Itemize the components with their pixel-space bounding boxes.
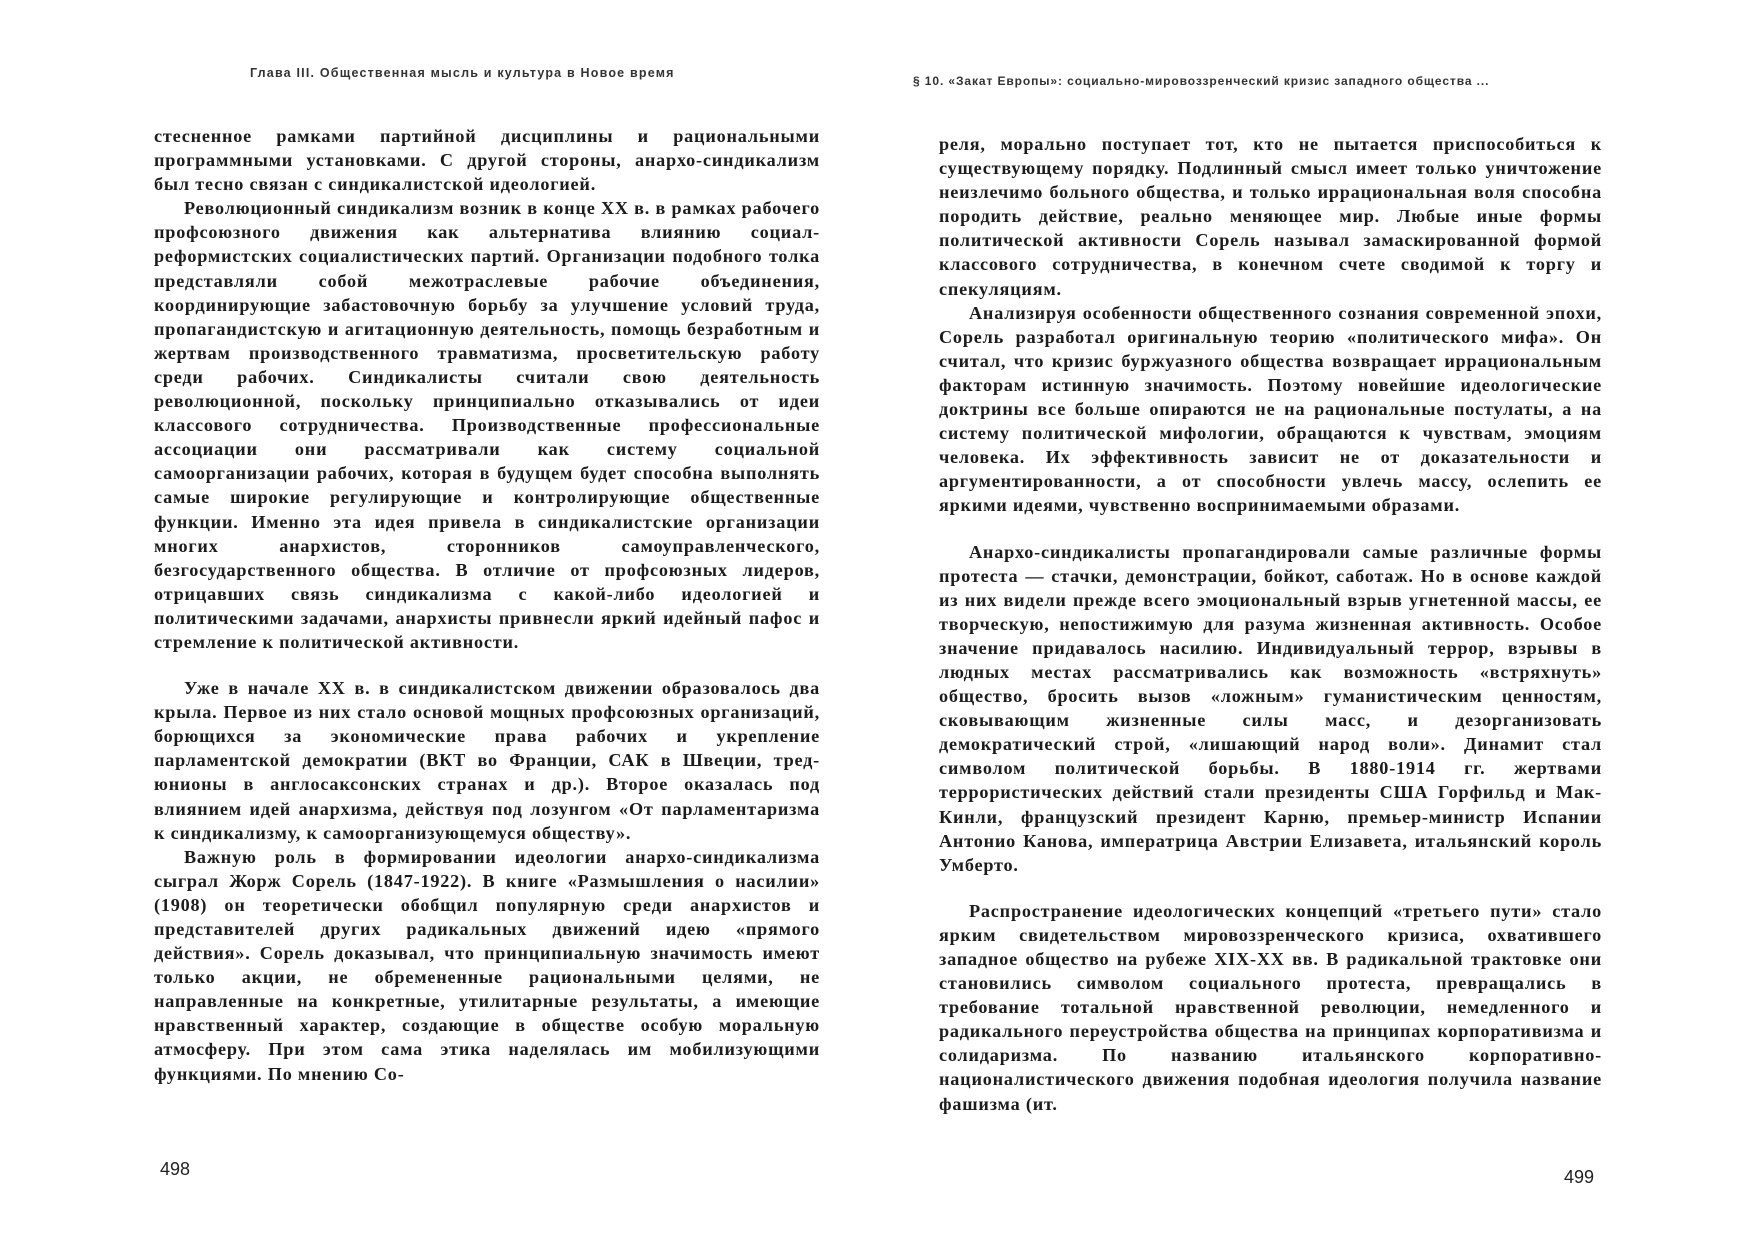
left-body-text bbox=[154, 124, 820, 1086]
paragraph: Анархо-синдикалисты пропагандировали самые различные формы протеста — стачки, демонстрации, бойкот, саботаж. Но в основе каждой из них видели прежде всего эмоциональный взрыв угнетенной массы, ее творческую, непостижимую для разума жизненная активность. Особое значение придавалось насилию. Индивидуальный террор, взрывы в людных местах рассматривались как возможность «встряхнуть» общество, бросить вызов «ложным» гуманистическим ценностям, сковывающим жизненные силы масс, и дезорганизовать демократический строй, «лишающий народ воли». Динамит стал символом политической борьбы. В 1880-1914 гг. жертвами террористических действий стали президенты США Горфильд и Мак-Кинли, французский президент Карню, премьер-министр Испании Антонио Канова, императрица Австрии Елизавета, итальянский король Умберто. bbox=[939, 541, 1602, 875]
paragraph: Анализируя особенности общественного сознания современной эпохи, Сорель разработал оригинальную теорию «политического мифа». Он считал, что кризис буржуазного общества возвращает иррациональным факторам истинную значимость. Поэтому новейшие идеологические доктрины все больше опираются не на рациональные постулаты, а на систему политической мифологии, обращаются к чувствам, эмоциям человека. Их эффективность зависит не от доказательности и аргументированности, а от способности увлечь массу, ослепить ее яркими идеями, чувственно воспринимаемыми образами. bbox=[939, 302, 1602, 516]
right-page bbox=[877, 0, 1754, 1239]
right-running-head: § 10. «Закат Европы»: социально-мировоззренческий кризис западного общества ... bbox=[913, 74, 1490, 88]
right-body-text bbox=[939, 132, 1602, 1116]
paragraph: Распространение идеологических концепций «третьего пути» стало ярким свидетельством мировоззренческого кризиса, охватившего западное общество на рубеже XIX-XX вв. В радикальной трактовке они становились символом социального протеста, превращались в требование тотальной нравственной революции, немедленного и радикального переустройства общества на принципах корпоративизма и солидаризма. По названию итальянского корпоративно-националистического движения подобная идеология получила название фашизма (ит. bbox=[939, 900, 1602, 1114]
paragraph: Уже в начале XX в. в синдикалистском движении образовалось два крыла. Первое из них стало основой мощных профсоюзных организаций, борющихся за экономические права рабочих и укрепление парламентской демократии (ВКТ во Франции, САК в Швеции, тред-юнионы в англосаксонских странах и др.). Второе оказалась под влиянием идей анархизма, действуя под лозунгом «От парламентаризма к синдикализму, к самоорганизующемуся обществу». bbox=[154, 678, 820, 843]
paragraph: Революционный синдикализм возник в конце XX в. в рамках рабочего профсоюзного движения как альтернатива влиянию социал-реформистских социалистических партий. Организации подобного толка представляли собой межотраслевые рабочие объединения, координирующие забастовочную борьбу за улучшение условий труда, пропагандистскую и агитационную деятельность, помощь безработным и жертвам производственного травматизма, просветительскую работу среди рабочих. Синдикалисты считали свою деятельность революционной, поскольку принципиально отказывались от идеи классового сотрудничества. Производственные профессиональные ассоциации они рассматривали как систему социальной самоорганизации рабочих, которая в будущем будет способна выполнять самые широкие регулирующие и контролирующие общественные функции. Именно эта идея привела в синдикалистские организации многих анархистов, сторонников самоуправленческого, безгосударственного общества. В отличие от профсоюзных лидеров, отрицавших связь синдикализма с какой-либо идеологией и политическими задачами, анархисты привнесли яркий идейный пафос и стремление к политической активности. bbox=[154, 198, 820, 652]
paragraph: стесненное рамками партийной дисциплины и рациональными программными установками. С другой стороны, анархо-синдикализм был тесно связан с синдикалистской идеологией. bbox=[154, 126, 820, 195]
paragraph: Важную роль в формировании идеологии анархо-синдикализма сыграл Жорж Сорель (1847-1922). В книге «Размышления о насилии» (1908) он теоретически обобщил популярную среди анархистов и представителей других радикальных движений идею «прямого действия». Сорель доказывал, что принципиальную значимость имеют только акции, не обремененные рациональными целями, не направленные на конкретные, утилитарные результаты, а имеющие нравственный характер, создающие в обществе особую моральную атмосферу. При этом сама этика наделялась им мобилизующими функциями. По мнению Со- bbox=[154, 846, 820, 1084]
paragraph: реля, морально поступает тот, кто не пытается приспособиться к существующему порядку. Подлинный смысл имеет только уничтожение неизлечимо больного общества, и только иррациональная воля способна породить действие, реально меняющее мир. Любые иные формы политической активности Сорель называл замаскированной формой классового сотрудничества, в конечном счете сводимой к торгу и спекуляциям. bbox=[939, 134, 1602, 299]
right-page-number: 499 bbox=[1564, 1167, 1595, 1187]
left-page-number: 498 bbox=[160, 1159, 191, 1179]
left-running-head: Глава III. Общественная мысль и культура в Новое время bbox=[250, 66, 675, 80]
